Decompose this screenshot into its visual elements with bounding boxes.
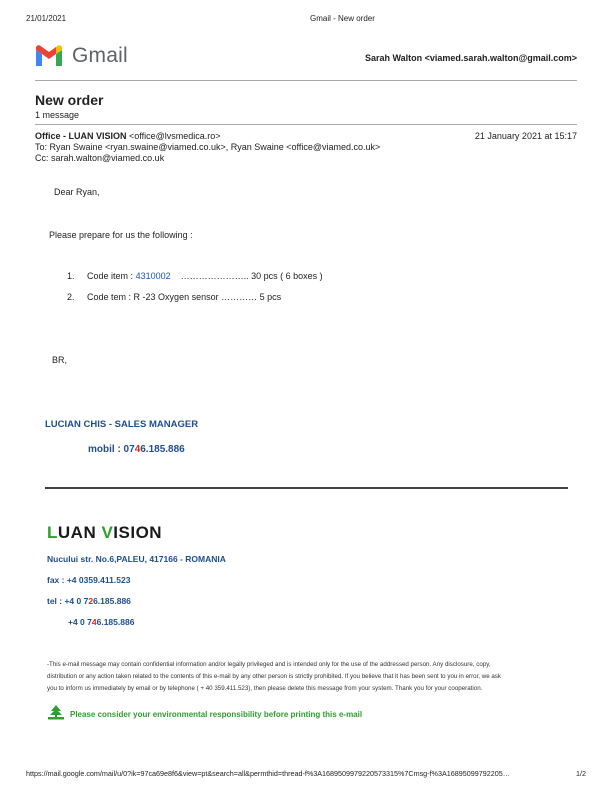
message-count: 1 message bbox=[35, 110, 80, 120]
company-address: Nucului str. No.6,PALEU, 417166 - ROMANIA bbox=[47, 554, 226, 564]
thread-subject: New order bbox=[35, 92, 104, 108]
print-url: https://mail.google.com/mail/u/0?ik=97ca69e8f6&view=pt&search=all&permthid=thread-f%3A1689509979220573315%7Cmsg-f%3A16895099792205… bbox=[26, 769, 510, 778]
sender-name: Office - LUAN VISION bbox=[35, 131, 127, 141]
tel-red-digit: 2 bbox=[88, 596, 94, 606]
company-tel-2 bbox=[68, 617, 134, 627]
gmail-wordmark: Gmail bbox=[72, 44, 128, 67]
logo-ision: ISION bbox=[113, 523, 163, 542]
item-prefix: Code tem : R -23 Oxygen sensor ………… 5 pcs bbox=[87, 292, 282, 302]
tel-suffix: 6.185.886 bbox=[96, 617, 135, 627]
company-fax: fax : +4 0359.411.523 bbox=[47, 575, 131, 585]
order-item-1 bbox=[67, 271, 323, 281]
divider bbox=[35, 80, 577, 81]
mobile-suffix: 6.185.886 bbox=[140, 444, 185, 455]
sender-email: <office@lvsmedica.ro> bbox=[129, 131, 221, 141]
tel-prefix: +4 0 7 bbox=[68, 617, 92, 627]
gmail-logo-icon bbox=[34, 44, 64, 68]
closing: BR, bbox=[52, 355, 68, 365]
page-number: 1/2 bbox=[576, 769, 586, 778]
message-date: 21 January 2021 at 15:17 bbox=[474, 131, 577, 141]
message-to: To: Ryan Swaine <ryan.swaine@viamed.co.uk>, Ryan Swaine <office@viamed.co.uk> bbox=[35, 142, 381, 152]
mobile-red-digit: 4 bbox=[134, 444, 141, 455]
company-logo-text bbox=[47, 523, 162, 543]
signature-divider bbox=[45, 487, 568, 489]
intro-text: Please prepare for us the following : bbox=[49, 230, 193, 240]
tel-red-digit: 4 bbox=[91, 617, 97, 627]
environment-note: Please consider your environmental responsibility before printing this e-mail bbox=[70, 710, 363, 719]
item-suffix: ………………….. 30 pcs ( 6 boxes ) bbox=[180, 271, 323, 281]
logo-uan: UAN bbox=[57, 523, 102, 542]
message-from bbox=[35, 131, 221, 141]
print-title: Gmail - New order bbox=[310, 14, 375, 23]
disclaimer-line-2: distribution or any action taken related to the contents of this e-mail by any other person is strictly prohibited. If you believe that it has been sent to you in error, we ask bbox=[47, 673, 501, 680]
account-user: Sarah Walton <viamed.sarah.walton@gmail.com> bbox=[364, 53, 577, 63]
signature-name: LUCIAN CHIS - SALES MANAGER bbox=[45, 419, 199, 430]
order-item-2 bbox=[67, 292, 281, 302]
item-code-link[interactable]: 4310002 bbox=[135, 271, 171, 281]
mobile-prefix: mobil : 07 bbox=[88, 444, 135, 455]
item-prefix: Code item : bbox=[87, 271, 134, 281]
tree-printer-icon bbox=[47, 704, 65, 720]
item-number: 1. bbox=[67, 271, 75, 281]
tel-suffix: 6.185.886 bbox=[93, 596, 131, 606]
divider bbox=[35, 124, 577, 125]
greeting: Dear Ryan, bbox=[54, 187, 100, 197]
item-number: 2. bbox=[67, 292, 75, 302]
logo-letter-l: L bbox=[47, 523, 58, 542]
print-date: 21/01/2021 bbox=[26, 14, 67, 23]
signature-mobile bbox=[88, 444, 185, 455]
disclaimer-line-3: you to inform us immediately by email or by telephone ( + 40 359.411.523), then please delete this message from your system. Thank you for your cooperation. bbox=[47, 685, 483, 692]
logo-letter-v: V bbox=[101, 523, 114, 542]
disclaimer-line-1: -This e-mail message may contain confidential information and/or legally privileged and is intended only for the use of the addressed person. Any disclosure, copy, bbox=[47, 661, 491, 668]
company-tel-1 bbox=[47, 596, 131, 606]
message-cc: Cc: sarah.walton@viamed.co.uk bbox=[35, 153, 165, 163]
tel-prefix: tel : +4 0 7 bbox=[47, 596, 89, 606]
